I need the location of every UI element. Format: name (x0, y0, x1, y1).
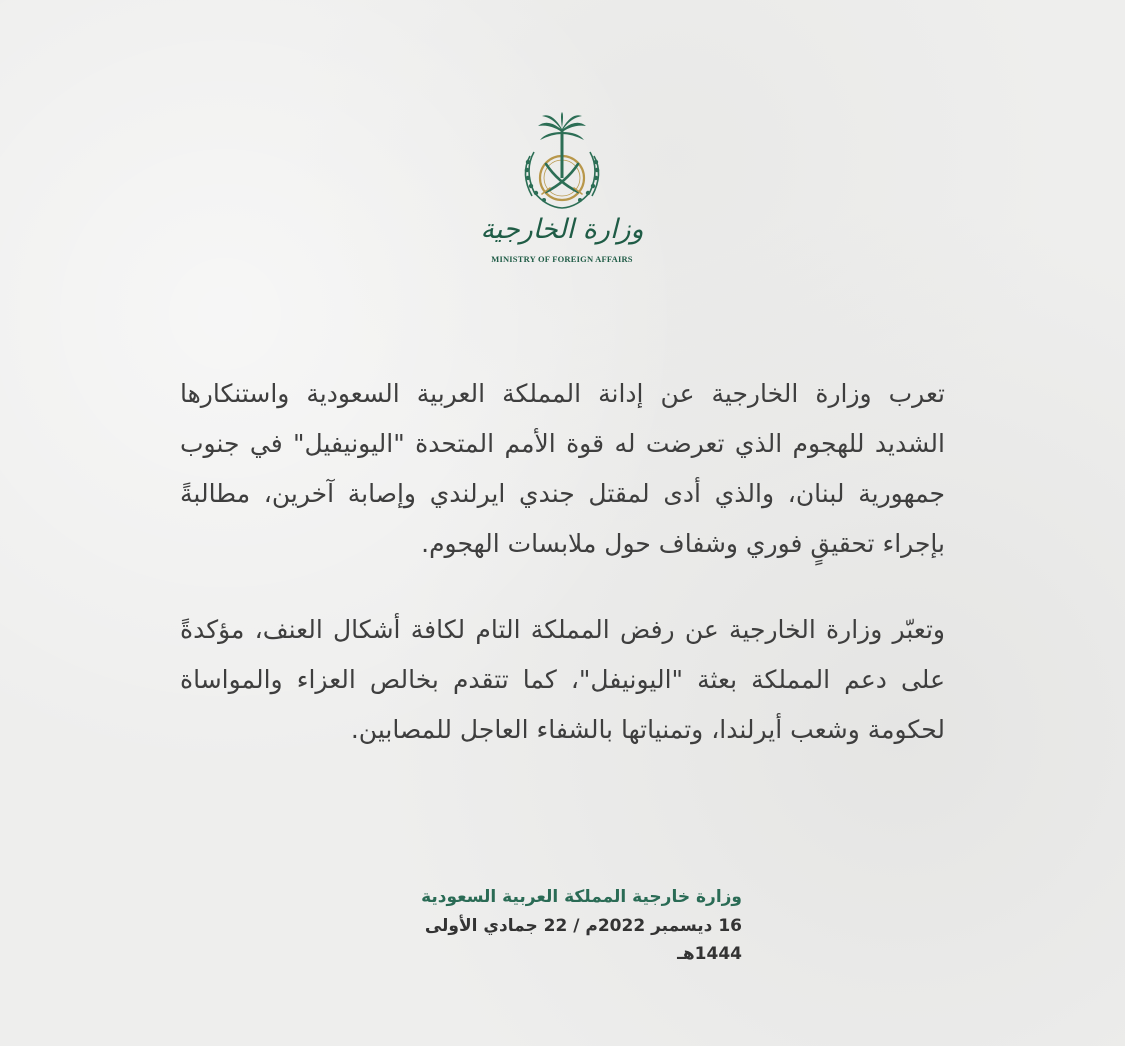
saudi-emblem-icon (512, 112, 612, 212)
paragraph-text: وتعبّر وزارة الخارجية عن رفض المملكة التام لكافة أشكال العنف، مؤكدةً على دعم المملكة بعثة "اليونيفل"، كما تتقدم بخالص العزاء والمواساة لحكومة وشعب أيرلندا، وتمنياتها بالشفاء العاجل للمصابين. (180, 615, 945, 744)
ministry-name-english: MINISTRY OF FOREIGN AFFAIRS (491, 254, 633, 264)
paragraph-text: تعرب وزارة الخارجية عن إدانة المملكة العربية السعودية واستنكارها الشديد للهجوم الذي تعرضت له قوة الأمم المتحدة "اليونيفيل" في جنوب جمهورية لبنان، والذي أدى لمقتل جندي ايرلندي وإصابة آخرين، مطالبةً بإجراء تحقيقٍ فوري وشفاف حول ملابسات الهجوم. (180, 379, 945, 558)
ministry-name-arabic: وزارة الخارجية (480, 214, 644, 245)
signature-organization: وزارة خارجية المملكة العربية السعودية (421, 887, 742, 907)
statement-paragraph-2 (180, 605, 945, 755)
signature-block (362, 882, 742, 968)
statement-paragraph-1 (180, 369, 945, 569)
signature-date: 16 ديسمبر 2022م / 22 جمادي الأولى 1444هـ (424, 916, 742, 964)
ministry-logo (462, 112, 662, 272)
